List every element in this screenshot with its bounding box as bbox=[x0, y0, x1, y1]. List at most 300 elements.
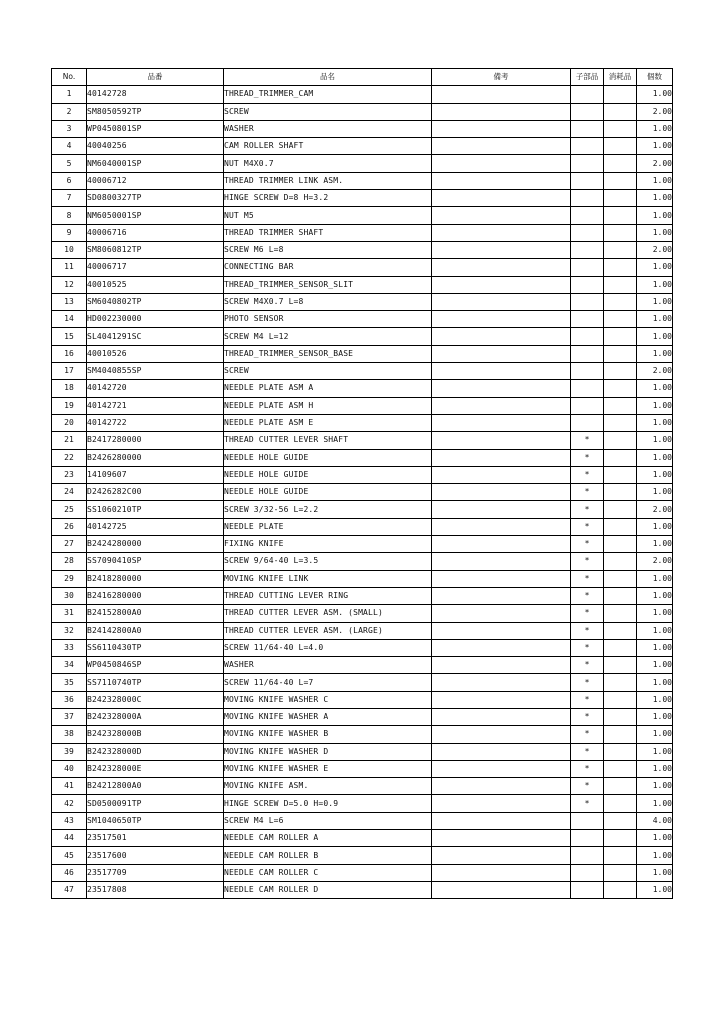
subpart-mark: * bbox=[571, 708, 604, 725]
table-row bbox=[52, 587, 673, 604]
remarks bbox=[432, 501, 571, 518]
quantity: 1.00 bbox=[637, 484, 673, 501]
consumable-mark bbox=[604, 466, 637, 483]
part-name: SCREW M6 L=8 bbox=[224, 241, 432, 258]
remarks bbox=[432, 760, 571, 777]
quantity: 1.00 bbox=[637, 449, 673, 466]
subpart-mark bbox=[571, 328, 604, 345]
row-number: 23 bbox=[52, 466, 87, 483]
table-row bbox=[52, 397, 673, 414]
remarks bbox=[432, 812, 571, 829]
remarks bbox=[432, 414, 571, 431]
header-no: No. bbox=[52, 69, 87, 86]
quantity: 1.00 bbox=[637, 86, 673, 103]
consumable-mark bbox=[604, 86, 637, 103]
part-number: 23517709 bbox=[87, 864, 224, 881]
part-name: MOVING KNIFE WASHER D bbox=[224, 743, 432, 760]
quantity: 1.00 bbox=[637, 397, 673, 414]
parts-table bbox=[51, 68, 673, 899]
subpart-mark: * bbox=[571, 622, 604, 639]
quantity: 1.00 bbox=[637, 726, 673, 743]
subpart-mark: * bbox=[571, 657, 604, 674]
consumable-mark bbox=[604, 708, 637, 725]
part-number: NM6050001SP bbox=[87, 207, 224, 224]
quantity: 1.00 bbox=[637, 380, 673, 397]
quantity: 1.00 bbox=[637, 207, 673, 224]
quantity: 1.00 bbox=[637, 881, 673, 898]
part-number: SS1060210TP bbox=[87, 501, 224, 518]
row-number: 12 bbox=[52, 276, 87, 293]
quantity: 1.00 bbox=[637, 328, 673, 345]
quantity: 1.00 bbox=[637, 311, 673, 328]
remarks bbox=[432, 708, 571, 725]
part-number: 23517600 bbox=[87, 847, 224, 864]
quantity: 1.00 bbox=[637, 518, 673, 535]
remarks bbox=[432, 311, 571, 328]
row-number: 19 bbox=[52, 397, 87, 414]
consumable-mark bbox=[604, 760, 637, 777]
table-row bbox=[52, 241, 673, 258]
part-name: NUT M5 bbox=[224, 207, 432, 224]
remarks bbox=[432, 328, 571, 345]
remarks bbox=[432, 518, 571, 535]
quantity: 1.00 bbox=[637, 570, 673, 587]
part-number: WP0450846SP bbox=[87, 657, 224, 674]
remarks bbox=[432, 726, 571, 743]
row-number: 21 bbox=[52, 432, 87, 449]
remarks bbox=[432, 587, 571, 604]
consumable-mark bbox=[604, 518, 637, 535]
part-name: NEEDLE CAM ROLLER B bbox=[224, 847, 432, 864]
subpart-mark bbox=[571, 138, 604, 155]
row-number: 44 bbox=[52, 830, 87, 847]
quantity: 1.00 bbox=[637, 345, 673, 362]
quantity: 1.00 bbox=[637, 864, 673, 881]
consumable-mark bbox=[604, 536, 637, 553]
quantity: 1.00 bbox=[637, 276, 673, 293]
part-number: HD002230000 bbox=[87, 311, 224, 328]
header-consumable: 消耗品 bbox=[604, 69, 637, 86]
part-number: B2426280000 bbox=[87, 449, 224, 466]
header-part-number: 品番 bbox=[87, 69, 224, 86]
subpart-mark bbox=[571, 864, 604, 881]
consumable-mark bbox=[604, 812, 637, 829]
subpart-mark: * bbox=[571, 449, 604, 466]
consumable-mark bbox=[604, 553, 637, 570]
row-number: 10 bbox=[52, 241, 87, 258]
row-number: 14 bbox=[52, 311, 87, 328]
row-number: 37 bbox=[52, 708, 87, 725]
part-name: NEEDLE PLATE bbox=[224, 518, 432, 535]
table-row bbox=[52, 743, 673, 760]
subpart-mark: * bbox=[571, 484, 604, 501]
part-number: SD0500091TP bbox=[87, 795, 224, 812]
table-row bbox=[52, 190, 673, 207]
subpart-mark bbox=[571, 86, 604, 103]
row-number: 9 bbox=[52, 224, 87, 241]
part-name: SCREW 9/64-40 L=3.5 bbox=[224, 553, 432, 570]
table-row bbox=[52, 432, 673, 449]
quantity: 1.00 bbox=[637, 760, 673, 777]
table-row bbox=[52, 639, 673, 656]
remarks bbox=[432, 847, 571, 864]
subpart-mark bbox=[571, 311, 604, 328]
part-number: D2426282C00 bbox=[87, 484, 224, 501]
row-number: 8 bbox=[52, 207, 87, 224]
part-number: 40040256 bbox=[87, 138, 224, 155]
quantity: 2.00 bbox=[637, 103, 673, 120]
part-name: THREAD_TRIMMER_CAM bbox=[224, 86, 432, 103]
part-name: NEEDLE CAM ROLLER D bbox=[224, 881, 432, 898]
quantity: 2.00 bbox=[637, 241, 673, 258]
part-name: NEEDLE PLATE ASM A bbox=[224, 380, 432, 397]
table-row bbox=[52, 155, 673, 172]
table-row bbox=[52, 449, 673, 466]
part-number: SS7090410SP bbox=[87, 553, 224, 570]
table-row bbox=[52, 605, 673, 622]
consumable-mark bbox=[604, 155, 637, 172]
row-number: 13 bbox=[52, 293, 87, 310]
subpart-mark: * bbox=[571, 501, 604, 518]
part-name: CONNECTING BAR bbox=[224, 259, 432, 276]
part-number: SL4041291SC bbox=[87, 328, 224, 345]
row-number: 41 bbox=[52, 778, 87, 795]
part-number: B2417280000 bbox=[87, 432, 224, 449]
table-header-row bbox=[52, 69, 673, 86]
subpart-mark: * bbox=[571, 518, 604, 535]
remarks bbox=[432, 881, 571, 898]
row-number: 40 bbox=[52, 760, 87, 777]
quantity: 1.00 bbox=[637, 830, 673, 847]
remarks bbox=[432, 466, 571, 483]
table-row bbox=[52, 553, 673, 570]
quantity: 1.00 bbox=[637, 622, 673, 639]
table-row bbox=[52, 812, 673, 829]
row-number: 45 bbox=[52, 847, 87, 864]
row-number: 18 bbox=[52, 380, 87, 397]
quantity: 1.00 bbox=[637, 190, 673, 207]
table-row bbox=[52, 795, 673, 812]
remarks bbox=[432, 657, 571, 674]
part-name: SCREW M4X0.7 L=8 bbox=[224, 293, 432, 310]
subpart-mark bbox=[571, 847, 604, 864]
row-number: 5 bbox=[52, 155, 87, 172]
part-name: SCREW 11/64-40 L=7 bbox=[224, 674, 432, 691]
parts-list-sheet bbox=[51, 68, 672, 899]
consumable-mark bbox=[604, 587, 637, 604]
quantity: 2.00 bbox=[637, 553, 673, 570]
part-number: 23517501 bbox=[87, 830, 224, 847]
row-number: 43 bbox=[52, 812, 87, 829]
remarks bbox=[432, 363, 571, 380]
row-number: 38 bbox=[52, 726, 87, 743]
row-number: 29 bbox=[52, 570, 87, 587]
subpart-mark bbox=[571, 414, 604, 431]
table-row bbox=[52, 726, 673, 743]
part-name: NEEDLE PLATE ASM E bbox=[224, 414, 432, 431]
table-row bbox=[52, 864, 673, 881]
consumable-mark bbox=[604, 241, 637, 258]
part-number: B242328000B bbox=[87, 726, 224, 743]
part-number: B24142800A0 bbox=[87, 622, 224, 639]
remarks bbox=[432, 345, 571, 362]
row-number: 42 bbox=[52, 795, 87, 812]
subpart-mark: * bbox=[571, 432, 604, 449]
table-row bbox=[52, 86, 673, 103]
consumable-mark bbox=[604, 639, 637, 656]
part-number: SD0800327TP bbox=[87, 190, 224, 207]
quantity: 1.00 bbox=[637, 795, 673, 812]
row-number: 4 bbox=[52, 138, 87, 155]
table-row bbox=[52, 345, 673, 362]
consumable-mark bbox=[604, 449, 637, 466]
row-number: 47 bbox=[52, 881, 87, 898]
quantity: 1.00 bbox=[637, 172, 673, 189]
subpart-mark bbox=[571, 397, 604, 414]
part-number: B242328000D bbox=[87, 743, 224, 760]
part-name: FIXING KNIFE bbox=[224, 536, 432, 553]
consumable-mark bbox=[604, 328, 637, 345]
subpart-mark: * bbox=[571, 587, 604, 604]
part-number: 40006712 bbox=[87, 172, 224, 189]
subpart-mark bbox=[571, 363, 604, 380]
part-number: 23517808 bbox=[87, 881, 224, 898]
subpart-mark: * bbox=[571, 674, 604, 691]
table-row bbox=[52, 622, 673, 639]
subpart-mark: * bbox=[571, 570, 604, 587]
table-row bbox=[52, 120, 673, 137]
subpart-mark bbox=[571, 120, 604, 137]
part-name: MOVING KNIFE WASHER B bbox=[224, 726, 432, 743]
consumable-mark bbox=[604, 172, 637, 189]
table-row bbox=[52, 328, 673, 345]
table-row bbox=[52, 484, 673, 501]
quantity: 1.00 bbox=[637, 224, 673, 241]
part-name: HINGE SCREW D=5.0 H=0.9 bbox=[224, 795, 432, 812]
part-name: NEEDLE PLATE ASM H bbox=[224, 397, 432, 414]
subpart-mark bbox=[571, 345, 604, 362]
consumable-mark bbox=[604, 570, 637, 587]
part-number: SS7110740TP bbox=[87, 674, 224, 691]
part-name: THREAD CUTTER LEVER ASM. (LARGE) bbox=[224, 622, 432, 639]
remarks bbox=[432, 536, 571, 553]
remarks bbox=[432, 259, 571, 276]
row-number: 17 bbox=[52, 363, 87, 380]
table-row bbox=[52, 207, 673, 224]
part-name: NEEDLE CAM ROLLER A bbox=[224, 830, 432, 847]
row-number: 15 bbox=[52, 328, 87, 345]
quantity: 4.00 bbox=[637, 812, 673, 829]
table-row bbox=[52, 276, 673, 293]
remarks bbox=[432, 622, 571, 639]
subpart-mark bbox=[571, 259, 604, 276]
quantity: 1.00 bbox=[637, 847, 673, 864]
row-number: 32 bbox=[52, 622, 87, 639]
consumable-mark bbox=[604, 224, 637, 241]
row-number: 46 bbox=[52, 864, 87, 881]
row-number: 3 bbox=[52, 120, 87, 137]
quantity: 1.00 bbox=[637, 414, 673, 431]
quantity: 1.00 bbox=[637, 639, 673, 656]
table-row bbox=[52, 293, 673, 310]
table-row bbox=[52, 363, 673, 380]
part-name: THREAD CUTTER LEVER ASM. (SMALL) bbox=[224, 605, 432, 622]
row-number: 39 bbox=[52, 743, 87, 760]
row-number: 24 bbox=[52, 484, 87, 501]
table-row bbox=[52, 674, 673, 691]
subpart-mark bbox=[571, 103, 604, 120]
remarks bbox=[432, 639, 571, 656]
consumable-mark bbox=[604, 103, 637, 120]
table-row bbox=[52, 847, 673, 864]
quantity: 1.00 bbox=[637, 536, 673, 553]
part-number: SM8060812TP bbox=[87, 241, 224, 258]
table-row bbox=[52, 518, 673, 535]
part-name: SCREW 3/32-56 L=2.2 bbox=[224, 501, 432, 518]
consumable-mark bbox=[604, 657, 637, 674]
table-row bbox=[52, 103, 673, 120]
part-number: 40142728 bbox=[87, 86, 224, 103]
remarks bbox=[432, 155, 571, 172]
quantity: 2.00 bbox=[637, 155, 673, 172]
consumable-mark bbox=[604, 726, 637, 743]
part-name: PHOTO SENSOR bbox=[224, 311, 432, 328]
part-number: B2424280000 bbox=[87, 536, 224, 553]
subpart-mark bbox=[571, 293, 604, 310]
consumable-mark bbox=[604, 605, 637, 622]
row-number: 16 bbox=[52, 345, 87, 362]
part-name: MOVING KNIFE WASHER A bbox=[224, 708, 432, 725]
remarks bbox=[432, 138, 571, 155]
consumable-mark bbox=[604, 311, 637, 328]
remarks bbox=[432, 103, 571, 120]
part-name: THREAD_TRIMMER_SENSOR_SLIT bbox=[224, 276, 432, 293]
subpart-mark: * bbox=[571, 553, 604, 570]
row-number: 35 bbox=[52, 674, 87, 691]
part-name: SCREW M4 L=6 bbox=[224, 812, 432, 829]
subpart-mark: * bbox=[571, 605, 604, 622]
header-subpart: 子部品 bbox=[571, 69, 604, 86]
consumable-mark bbox=[604, 864, 637, 881]
subpart-mark bbox=[571, 241, 604, 258]
remarks bbox=[432, 120, 571, 137]
subpart-mark bbox=[571, 881, 604, 898]
consumable-mark bbox=[604, 397, 637, 414]
subpart-mark: * bbox=[571, 726, 604, 743]
subpart-mark bbox=[571, 155, 604, 172]
part-number: B242328000E bbox=[87, 760, 224, 777]
header-part-name: 品名 bbox=[224, 69, 432, 86]
table-row bbox=[52, 224, 673, 241]
consumable-mark bbox=[604, 484, 637, 501]
row-number: 1 bbox=[52, 86, 87, 103]
subpart-mark: * bbox=[571, 536, 604, 553]
row-number: 6 bbox=[52, 172, 87, 189]
consumable-mark bbox=[604, 778, 637, 795]
remarks bbox=[432, 397, 571, 414]
part-name: MOVING KNIFE WASHER E bbox=[224, 760, 432, 777]
consumable-mark bbox=[604, 881, 637, 898]
row-number: 11 bbox=[52, 259, 87, 276]
row-number: 34 bbox=[52, 657, 87, 674]
part-number: SM6040802TP bbox=[87, 293, 224, 310]
remarks bbox=[432, 830, 571, 847]
part-name: WASHER bbox=[224, 657, 432, 674]
part-number: 40006716 bbox=[87, 224, 224, 241]
subpart-mark bbox=[571, 190, 604, 207]
quantity: 1.00 bbox=[637, 120, 673, 137]
remarks bbox=[432, 674, 571, 691]
subpart-mark bbox=[571, 172, 604, 189]
row-number: 7 bbox=[52, 190, 87, 207]
table-row bbox=[52, 708, 673, 725]
remarks bbox=[432, 449, 571, 466]
part-name: NEEDLE HOLE GUIDE bbox=[224, 466, 432, 483]
consumable-mark bbox=[604, 847, 637, 864]
part-name: MOVING KNIFE ASM. bbox=[224, 778, 432, 795]
consumable-mark bbox=[604, 345, 637, 362]
row-number: 27 bbox=[52, 536, 87, 553]
row-number: 31 bbox=[52, 605, 87, 622]
subpart-mark bbox=[571, 380, 604, 397]
remarks bbox=[432, 570, 571, 587]
part-number: 40010526 bbox=[87, 345, 224, 362]
quantity: 1.00 bbox=[637, 605, 673, 622]
part-name: MOVING KNIFE LINK bbox=[224, 570, 432, 587]
part-name: SCREW bbox=[224, 363, 432, 380]
subpart-mark: * bbox=[571, 691, 604, 708]
quantity: 1.00 bbox=[637, 432, 673, 449]
subpart-mark bbox=[571, 224, 604, 241]
consumable-mark bbox=[604, 674, 637, 691]
remarks bbox=[432, 224, 571, 241]
part-name: SCREW bbox=[224, 103, 432, 120]
consumable-mark bbox=[604, 691, 637, 708]
quantity: 1.00 bbox=[637, 778, 673, 795]
quantity: 1.00 bbox=[637, 674, 673, 691]
part-number: SM8050592TP bbox=[87, 103, 224, 120]
consumable-mark bbox=[604, 190, 637, 207]
remarks bbox=[432, 484, 571, 501]
part-number: SS6110430TP bbox=[87, 639, 224, 656]
table-row bbox=[52, 138, 673, 155]
table-row bbox=[52, 414, 673, 431]
quantity: 2.00 bbox=[637, 501, 673, 518]
consumable-mark bbox=[604, 120, 637, 137]
table-row bbox=[52, 311, 673, 328]
row-number: 26 bbox=[52, 518, 87, 535]
consumable-mark bbox=[604, 414, 637, 431]
row-number: 30 bbox=[52, 587, 87, 604]
remarks bbox=[432, 207, 571, 224]
table-row bbox=[52, 570, 673, 587]
part-number: 40006717 bbox=[87, 259, 224, 276]
remarks bbox=[432, 691, 571, 708]
table-row bbox=[52, 501, 673, 518]
part-number: 40142725 bbox=[87, 518, 224, 535]
part-name: MOVING KNIFE WASHER C bbox=[224, 691, 432, 708]
subpart-mark: * bbox=[571, 743, 604, 760]
table-row bbox=[52, 259, 673, 276]
part-number: SM1040650TP bbox=[87, 812, 224, 829]
part-number: B242328000C bbox=[87, 691, 224, 708]
subpart-mark: * bbox=[571, 795, 604, 812]
part-name: SCREW M4 L=12 bbox=[224, 328, 432, 345]
part-name: NEEDLE HOLE GUIDE bbox=[224, 449, 432, 466]
table-row bbox=[52, 380, 673, 397]
remarks bbox=[432, 86, 571, 103]
subpart-mark: * bbox=[571, 760, 604, 777]
